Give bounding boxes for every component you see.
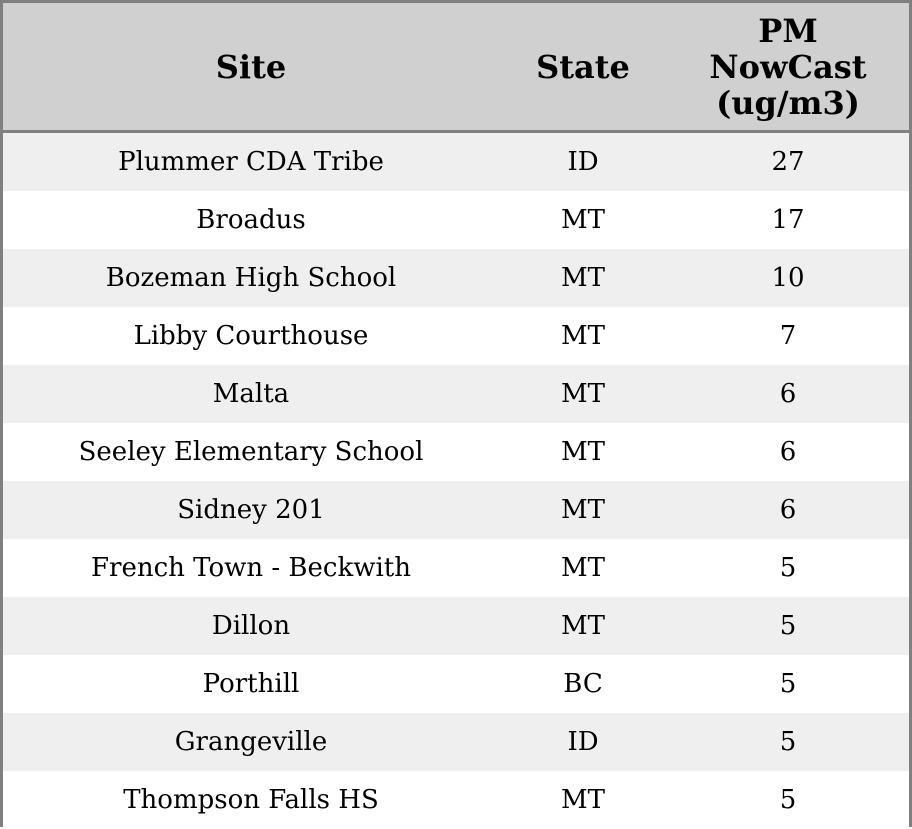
- cell-site: Broadus: [196, 205, 306, 235]
- cell-pm: 5: [779, 611, 797, 641]
- header-pm-nowcast: [667, 3, 909, 130]
- cell-site: Plummer CDA Tribe: [118, 147, 384, 177]
- cell-state: MT: [561, 611, 605, 641]
- cell-pm: 7: [779, 321, 797, 351]
- cell-pm: 5: [779, 669, 797, 699]
- cell-state: MT: [561, 321, 605, 351]
- cell-site: Malta: [212, 379, 290, 409]
- cell-site: Seeley Elementary School: [78, 437, 424, 467]
- cell-state: MT: [561, 205, 605, 235]
- table-row: [3, 655, 909, 713]
- cell-state: MT: [561, 437, 605, 467]
- table-row: [3, 539, 909, 597]
- cell-site: Dillon: [211, 611, 291, 641]
- cell-site: French Town - Beckwith: [90, 553, 412, 583]
- table-row: [3, 597, 909, 655]
- table-header-row: [3, 3, 909, 133]
- table-row: [3, 307, 909, 365]
- cell-pm: 5: [779, 553, 797, 583]
- table-row: [3, 481, 909, 539]
- cell-state: BC: [563, 669, 603, 699]
- table-row: [3, 191, 909, 249]
- cell-state: ID: [567, 727, 599, 757]
- cell-site: Libby Courthouse: [133, 321, 369, 351]
- cell-state: ID: [567, 147, 599, 177]
- cell-pm: 27: [771, 147, 805, 177]
- table-row: [3, 365, 909, 423]
- cell-site: Sidney 201: [177, 495, 325, 525]
- cell-site: Grangeville: [174, 727, 328, 757]
- cell-state: MT: [561, 379, 605, 409]
- header-site-label: Site: [215, 47, 287, 86]
- cell-site: Bozeman High School: [105, 263, 397, 293]
- cell-pm: 6: [779, 495, 797, 525]
- table-body: [3, 133, 909, 829]
- cell-state: MT: [561, 263, 605, 293]
- cell-pm: 10: [771, 263, 805, 293]
- table-row: [3, 713, 909, 771]
- table-row: [3, 133, 909, 191]
- cell-pm: 6: [779, 379, 797, 409]
- cell-pm: 5: [779, 785, 797, 815]
- cell-state: MT: [561, 785, 605, 815]
- header-site: [3, 3, 499, 130]
- header-pm-line-3: (ug/m3): [716, 83, 860, 122]
- cell-site: Thompson Falls HS: [123, 785, 379, 815]
- header-pm-line-1: PM: [758, 11, 818, 50]
- header-state-label: State: [536, 47, 630, 86]
- cell-pm: 6: [779, 437, 797, 467]
- table-row: [3, 771, 909, 829]
- table-row: [3, 423, 909, 481]
- cell-site: Porthill: [202, 669, 300, 699]
- table-row: [3, 249, 909, 307]
- header-pm-line-2: NowCast: [709, 47, 867, 86]
- cell-state: MT: [561, 495, 605, 525]
- cell-pm: 17: [771, 205, 805, 235]
- header-state: [499, 3, 667, 130]
- cell-pm: 5: [779, 727, 797, 757]
- cell-state: MT: [561, 553, 605, 583]
